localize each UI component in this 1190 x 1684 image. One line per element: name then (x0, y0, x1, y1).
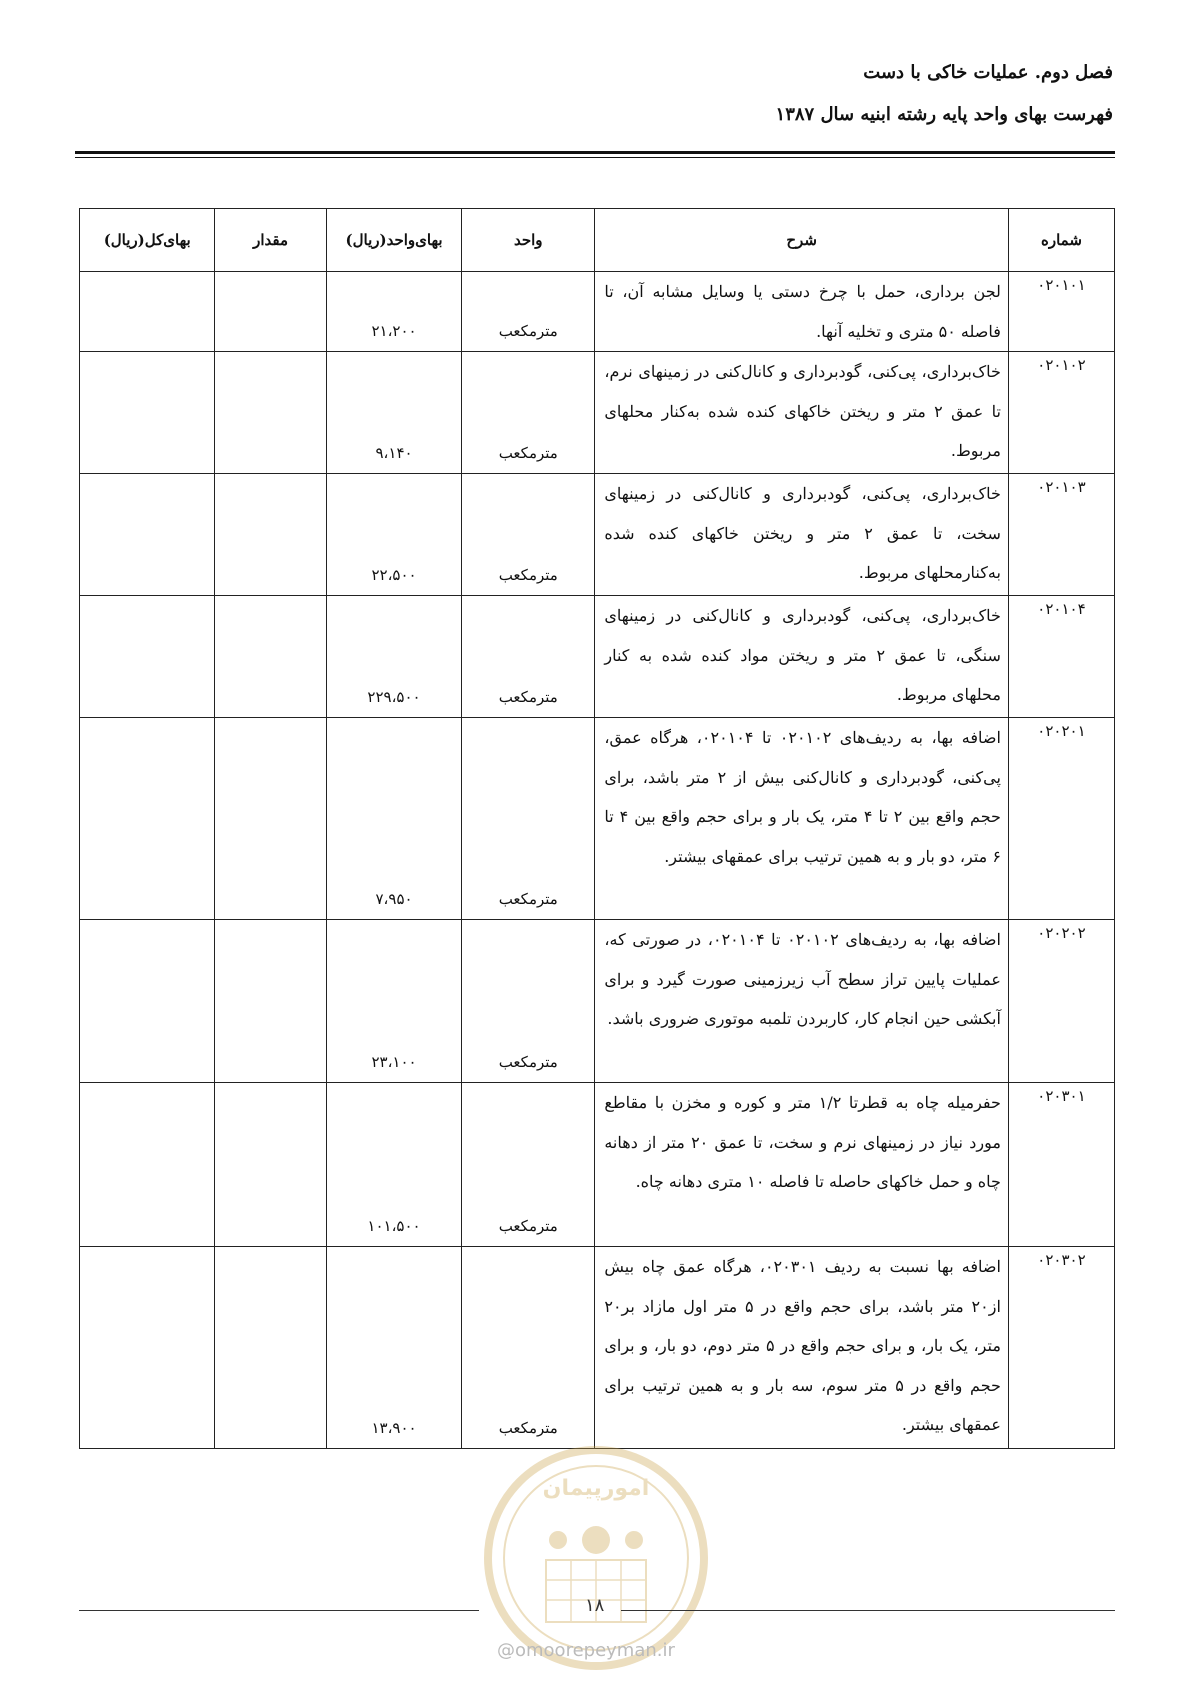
row-unit: مترمکعب (462, 596, 595, 718)
row-quantity (215, 718, 327, 920)
row-code: ۰۲۰۱۰۴ (1008, 596, 1114, 718)
row-code: ۰۲۰۱۰۱ (1008, 272, 1114, 352)
row-unit: مترمکعب (462, 272, 595, 352)
document-title: فهرست بهای واحد پایه رشته ابنیه سال ۱۳۸۷ (775, 104, 1113, 125)
row-description: حفرمیله چاه به قطرتا ۱/۲ متر و کوره و مخزن با مقاطع مورد نیاز در زمینهای نرم و سخت، تا عمق ۲۰ متر از دهانه چاه و حمل خاکهای حاصله تا فاصله ۱۰ متری دهانه چاه. (595, 1083, 1009, 1247)
header-description: شرح (595, 209, 1009, 272)
row-description: لجن برداری، حمل با چرخ دستی یا وسایل مشابه آن، تا فاصله ۵۰ متری و تخلیه آنها. (595, 272, 1009, 352)
row-quantity (215, 1247, 327, 1449)
row-total-price (80, 718, 215, 920)
row-unit: مترمکعب (462, 1247, 595, 1449)
price-list-table (79, 208, 1115, 1449)
header-quantity: مقدار (215, 209, 327, 272)
row-quantity (215, 474, 327, 596)
row-unit-price: ۲۲۹،۵۰۰ (326, 596, 461, 718)
row-code: ۰۲۰۲۰۱ (1008, 718, 1114, 920)
row-unit-price: ۹،۱۴۰ (326, 352, 461, 474)
table-row (80, 596, 1115, 718)
row-total-price (80, 474, 215, 596)
header-code: شماره (1008, 209, 1114, 272)
row-description: خاک‌برداری، پی‌کنی، گودبرداری و کانال‌کنی در زمینهای سخت، تا عمق ۲ متر و ریختن خاکهای کنده شده به‌کنارمحلهای مربوط. (595, 474, 1009, 596)
table-row (80, 474, 1115, 596)
row-unit-price: ۲۲،۵۰۰ (326, 474, 461, 596)
row-unit-price: ۱۰۱،۵۰۰ (326, 1083, 461, 1247)
row-unit: مترمکعب (462, 474, 595, 596)
chapter-title: فصل دوم. عملیات خاکی با دست (863, 62, 1113, 83)
row-description: اضافه بها، به ردیف‌های ۰۲۰۱۰۲ تا ۰۲۰۱۰۴، در صورتی که، عملیات پایین تراز سطح آب زیرزمینی صورت گیرد و برای آبکشی حین انجام کار، کاربردن تلمبه موتوری ضروری باشد. (595, 920, 1009, 1083)
row-unit-price: ۲۳،۱۰۰ (326, 920, 461, 1083)
row-unit-price: ۱۳،۹۰۰ (326, 1247, 461, 1449)
row-description: اضافه بها، به ردیف‌های ۰۲۰۱۰۲ تا ۰۲۰۱۰۴، هرگاه عمق، پی‌کنی، گودبرداری و کانال‌کنی بیش از ۲ متر باشد، برای حجم واقع بین ۲ تا ۴ متر، یک بار و برای حجم واقع بین ۴ تا ۶ متر، دو بار و به همین ترتیب برای عمقهای بیشتر. (595, 718, 1009, 920)
header-unit-price: بهای‌واحد(ریال) (326, 209, 461, 272)
table-row (80, 272, 1115, 352)
row-total-price (80, 272, 215, 352)
row-total-price (80, 596, 215, 718)
row-unit: مترمکعب (462, 718, 595, 920)
row-total-price (80, 920, 215, 1083)
page-number: ۱۸ (585, 1595, 605, 1616)
table-row (80, 1083, 1115, 1247)
row-quantity (215, 596, 327, 718)
footer-rule-right (621, 1610, 1115, 1611)
row-description: خاک‌برداری، پی‌کنی، گودبرداری و کانال‌کنی در زمینهای سنگی، تا عمق ۲ متر و ریختن مواد کنده شده به کنار محلهای مربوط. (595, 596, 1009, 718)
row-unit: مترمکعب (462, 352, 595, 474)
table-row (80, 352, 1115, 474)
header-unit: واحد (462, 209, 595, 272)
row-unit-price: ۲۱،۲۰۰ (326, 272, 461, 352)
table-row (80, 718, 1115, 920)
row-quantity (215, 272, 327, 352)
row-code: ۰۲۰۳۰۱ (1008, 1083, 1114, 1247)
table-row (80, 920, 1115, 1083)
watermark-text: امورپیمان (542, 1476, 650, 1501)
row-total-price (80, 1083, 215, 1247)
row-quantity (215, 1083, 327, 1247)
row-code: ۰۲۰۱۰۲ (1008, 352, 1114, 474)
table-row (80, 1247, 1115, 1449)
row-unit: مترمکعب (462, 920, 595, 1083)
row-unit: مترمکعب (462, 1083, 595, 1247)
header-total-price: بهای‌کل(ریال) (80, 209, 215, 272)
row-code: ۰۲۰۳۰۲ (1008, 1247, 1114, 1449)
row-description: خاک‌برداری، پی‌کنی، گودبرداری و کانال‌کنی در زمینهای نرم، تا عمق ۲ متر و ریختن خاکهای کنده شده به‌کنار محلهای مربوط. (595, 352, 1009, 474)
row-code: ۰۲۰۲۰۲ (1008, 920, 1114, 1083)
row-unit-price: ۷،۹۵۰ (326, 718, 461, 920)
row-code: ۰۲۰۱۰۳ (1008, 474, 1114, 596)
row-total-price (80, 352, 215, 474)
row-quantity (215, 352, 327, 474)
row-total-price (80, 1247, 215, 1449)
row-quantity (215, 920, 327, 1083)
row-description: اضافه بها نسبت به ردیف ۰۲۰۳۰۱، هرگاه عمق چاه بیش از۲۰ متر باشد، برای حجم واقع در ۵ متر اول مازاد بر۲۰ متر، یک بار، و برای حجم واقع در ۵ متر دوم، دو بار، و برای حجم واقع در ۵ متر سوم، سه بار و به همین ترتیب برای عمقهای بیشتر. (595, 1247, 1009, 1449)
header-rule (75, 151, 1115, 154)
table-header-row (80, 209, 1115, 272)
header-rule-thin (75, 157, 1115, 158)
website-watermark: @omoorepeyman.ir (497, 1640, 675, 1661)
footer-rule-left (79, 1610, 479, 1611)
